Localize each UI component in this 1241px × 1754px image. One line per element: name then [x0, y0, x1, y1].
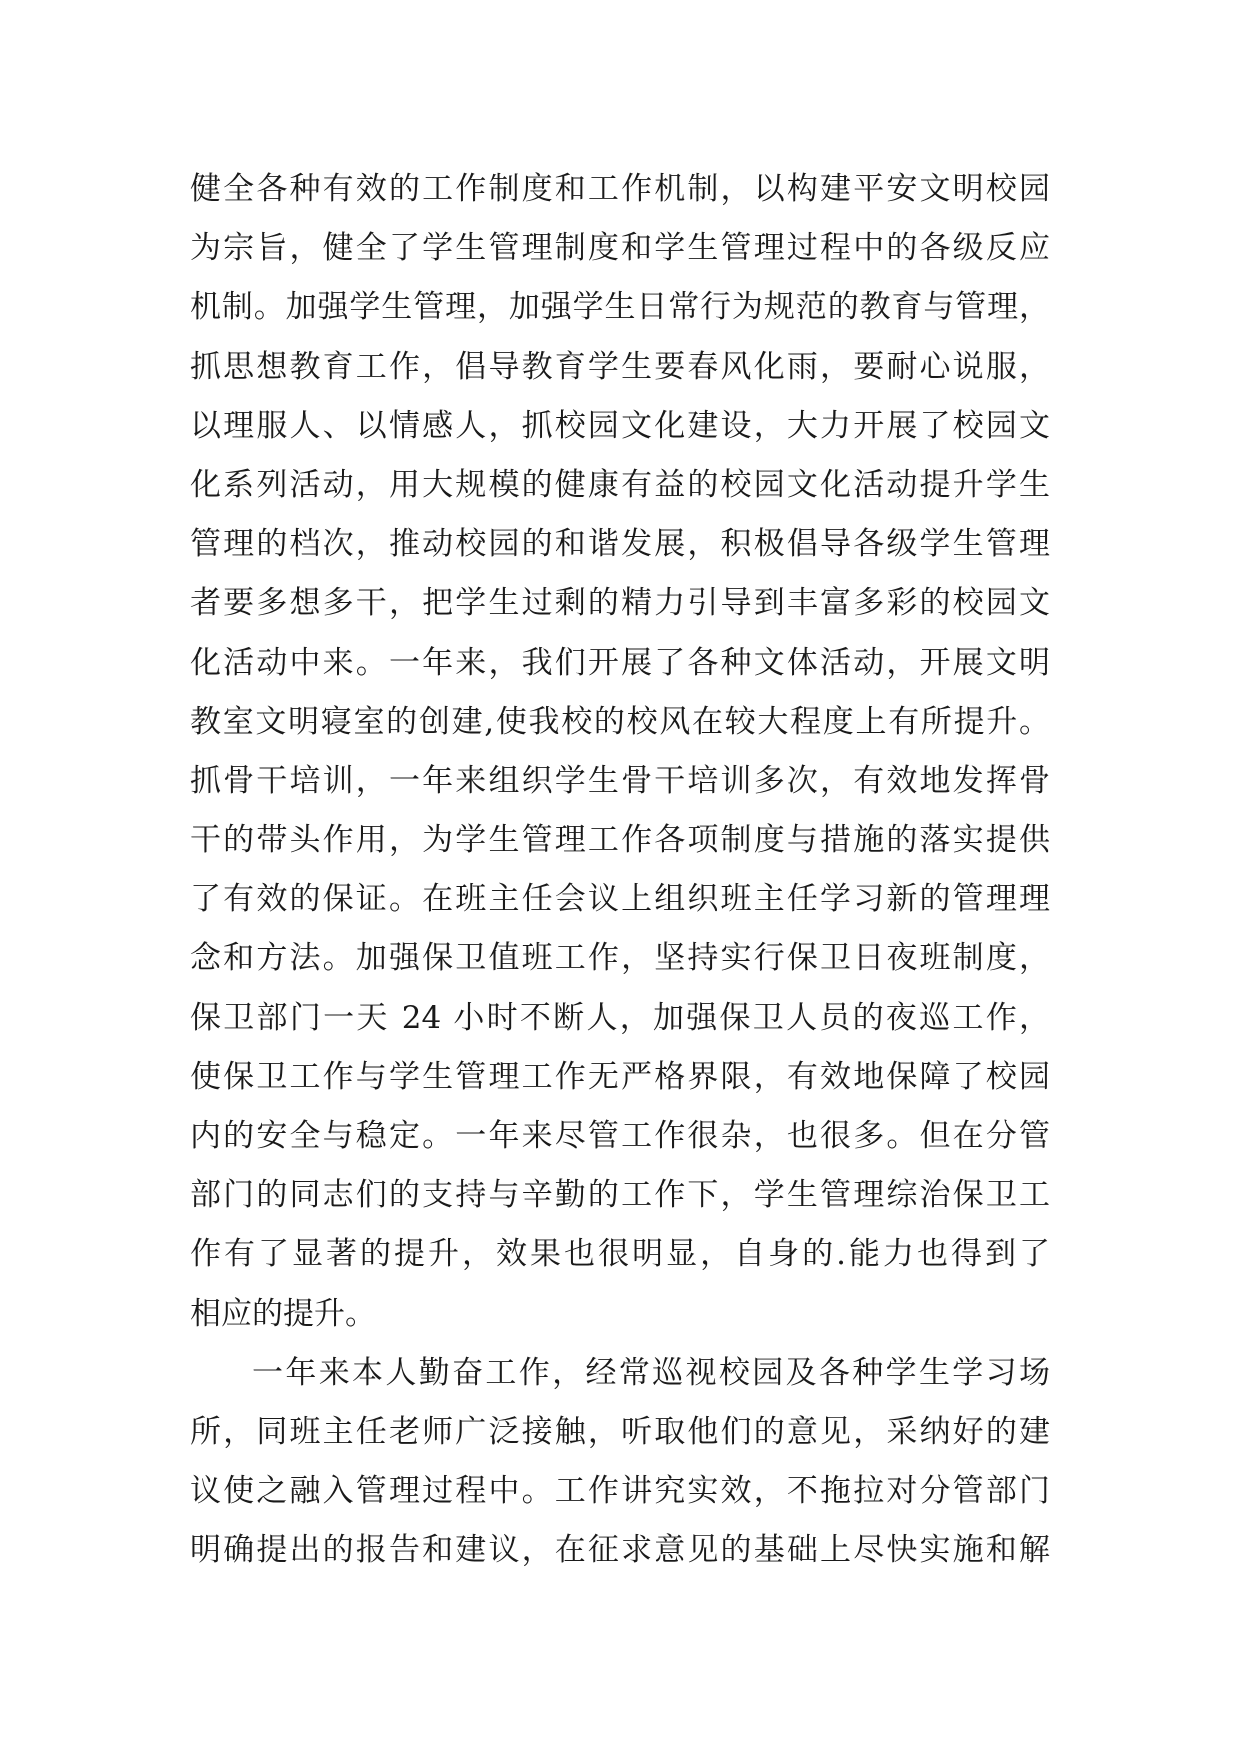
text-line: 者要多想多干，把学生过剩的精力引导到丰富多彩的校园文	[190, 585, 1050, 622]
text-line-paragraph-start: 一年来本人勤奋工作，经常巡视校园及各种学生学习场	[252, 1354, 1050, 1391]
body-text	[190, 160, 1050, 1581]
text-line: 念和方法。加强保卫值班工作，坚持实行保卫日夜班制度，	[190, 940, 1050, 977]
text-line: 教室文明寝室的创建,使我校的校风在较大程度上有所提升。	[190, 703, 1050, 740]
text-line: 内的安全与稳定。一年来尽管工作很杂，也很多。但在分管	[190, 1118, 1050, 1154]
text-line: 管理的档次，推动校园的和谐发展，积极倡导各级学生管理	[190, 526, 1050, 563]
text-line: 部门的同志们的支持与辛勤的工作下，学生管理综治保卫工	[190, 1177, 1050, 1214]
text-line: 化系列活动，用大规模的健康有益的校园文化活动提升学生	[190, 466, 1050, 503]
text-line: 抓思想教育工作，倡导教育学生要春风化雨，要耐心说服，	[190, 348, 1050, 385]
text-line: 抓骨干培训，一年来组织学生骨干培训多次，有效地发挥骨	[190, 762, 1050, 799]
text-line: 机制。加强学生管理，加强学生日常行为规范的教育与管理，	[190, 289, 1050, 326]
text-line: 化活动中来。一年来，我们开展了各种文体活动，开展文明	[190, 644, 1050, 681]
text-line: 健全各种有效的工作制度和工作机制，以构建平安文明校园	[190, 171, 1050, 207]
text-line: 了有效的保证。在班主任会议上组织班主任学习新的管理理	[190, 881, 1050, 918]
text-line: 议使之融入管理过程中。工作讲究实效，不拖拉对分管部门	[190, 1473, 1050, 1510]
text-line: 所，同班主任老师广泛接触，听取他们的意见，采纳好的建	[190, 1413, 1050, 1450]
text-line: 保卫部门一天 24 小时不断人，加强保卫人员的夜巡工作，	[190, 999, 1050, 1036]
text-line: 相应的提升。	[190, 1295, 376, 1332]
text-line: 干的带头作用，为学生管理工作各项制度与措施的落实提供	[190, 822, 1050, 859]
text-line: 明确提出的报告和建议，在征求意见的基础上尽快实施和解	[190, 1532, 1050, 1569]
text-line: 以理服人、以情感人，抓校园文化建设，大力开展了校园文	[190, 407, 1050, 444]
text-line: 使保卫工作与学生管理工作无严格界限，有效地保障了校园	[190, 1058, 1050, 1095]
text-line: 作有了显著的提升，效果也很明显，自身的.能力也得到了	[190, 1236, 1050, 1273]
text-line: 为宗旨，健全了学生管理制度和学生管理过程中的各级反应	[190, 230, 1050, 267]
